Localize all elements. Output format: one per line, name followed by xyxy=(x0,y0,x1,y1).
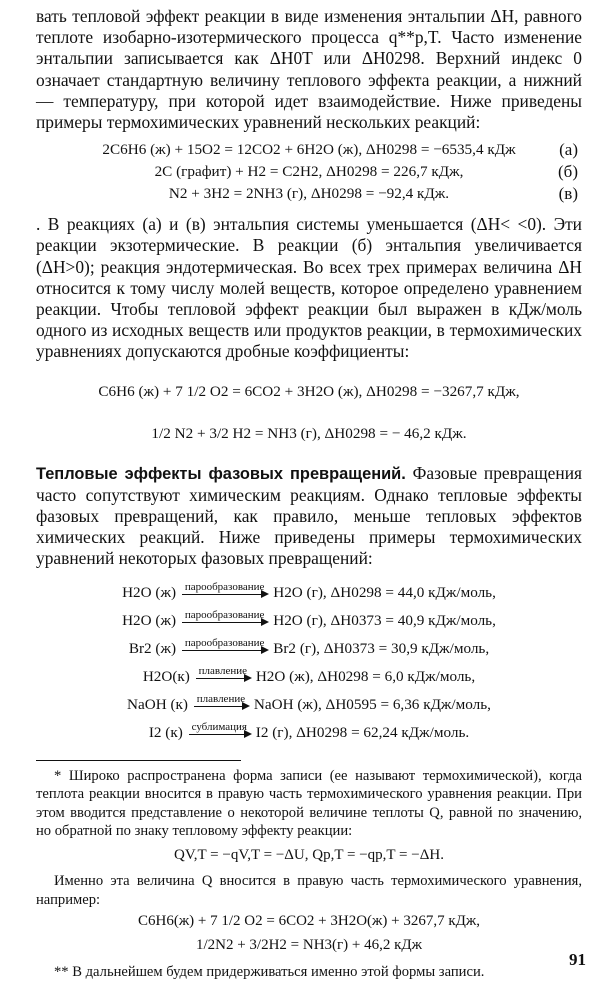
equation-b-text: 2C (графит) + H2 = C2H2, ΔH0298 = 226,7 кДж, xyxy=(154,163,464,181)
equation-b xyxy=(36,162,582,184)
arrow-label: парообразование xyxy=(184,581,265,594)
fractional-equation-ammonia-text: 1/2 N2 + 3/2 H2 = NH3 (г), ΔH0298 = − 46,2 кДж. xyxy=(151,424,467,442)
phase-right: Br2 (г), ΔH0373 = 30,9 кДж/моль, xyxy=(273,639,490,657)
footnote-2 xyxy=(36,872,582,909)
reaction-arrow-icon xyxy=(182,582,268,604)
fractional-equation-ammonia xyxy=(36,413,582,455)
footnote-2-text: Именно эта величина Q вносится в правую часть термохимического уравнения, например: xyxy=(36,873,582,908)
enthalpy-text: . В реакциях (а) и (в) энтальпия системы уменьшается (ΔH< <0). Эти реакции экзотермические. В реакции (б) энтальпия увеличивается (ΔH>0); реакция эндотермическая. Во всех трех примерах величина ΔH относится к тому числу молей веществ, которое определено уравнением реакции. Чтобы тепловой эффект реакции был выражен в кДж/моль одного из исходных веществ или продуктов реакции, в термохимических уравнениях допускаются дробные коэффициенты: xyxy=(36,214,582,362)
footnote-equation-text: QV,T = −qV,T = −ΔU, Qp,T = −qp,T = −ΔH. xyxy=(174,847,444,864)
phase-equation xyxy=(36,578,582,606)
intro-paragraph xyxy=(36,6,582,133)
equation-v-text: N2 + 3H2 = 2NH3 (г), ΔH0298 = −92,4 кДж. xyxy=(168,185,450,203)
equation-b-tag: (б) xyxy=(558,162,578,182)
equation-a xyxy=(36,140,582,162)
fractional-equation-benzene xyxy=(36,371,582,413)
phase-right: H2O (ж), ΔH0298 = 6,0 кДж/моль, xyxy=(255,667,476,685)
equation-v xyxy=(36,184,582,206)
phase-right: H2O (г), ΔH0373 = 40,9 кДж/моль, xyxy=(273,611,496,629)
reaction-arrow-icon xyxy=(194,694,248,716)
reaction-arrow-icon xyxy=(189,722,250,744)
footnote-equation-benzene xyxy=(36,909,582,933)
footnote-divider xyxy=(36,760,241,761)
footnote-equation-ammonia-text: 1/2N2 + 3/2H2 = NH3(г) + 46,2 кДж xyxy=(195,937,423,954)
footnote-3 xyxy=(36,963,582,982)
phase-left: H2O (ж) xyxy=(122,611,177,629)
fractional-equations xyxy=(36,371,582,455)
arrow-label: парообразование xyxy=(184,637,265,650)
equation-v-tag: (в) xyxy=(558,184,578,204)
phase-equation xyxy=(36,718,582,746)
phase-left: I2 (к) xyxy=(148,723,183,741)
phase-text: Фазовые превращения часто сопутствуют химическим реакциям. Однако тепловые эффекты фазовых превращений, как правило, меньше тепловых эффектов химических реакций. Ниже приведены примеры термохимических уравнений некоторых фазовых превращений: xyxy=(36,462,582,569)
phase-left: Br2 (ж) xyxy=(128,639,177,657)
reaction-arrow-icon xyxy=(196,666,250,688)
footnote-equation-ammonia xyxy=(36,933,582,957)
footnote-1 xyxy=(36,767,582,841)
phase-paragraph xyxy=(36,463,582,570)
footnote-equation-benzene-text: C6H6(ж) + 7 1/2 O2 = 6CO2 + 3H2O(ж) + 3267,7 кДж, xyxy=(137,913,481,930)
phase-right: I2 (г), ΔH0298 = 62,24 кДж/моль. xyxy=(255,723,470,741)
equation-a-text: 2C6H6 (ж) + 15O2 = 12CO2 + 6H2O (ж), ΔH0298 = −6535,4 кДж xyxy=(102,141,516,159)
reaction-arrow-icon xyxy=(182,610,268,632)
enthalpy-paragraph xyxy=(36,214,582,362)
page-number: 91 xyxy=(569,950,586,969)
phase-equation xyxy=(36,690,582,718)
phase-equations xyxy=(36,578,582,746)
arrow-label: плавление xyxy=(198,665,248,678)
reaction-equations xyxy=(36,140,582,206)
phase-left: NaOH (к) xyxy=(127,695,188,713)
section-heading: Тепловые эффекты фазовых превращений. xyxy=(36,464,406,483)
phase-left: H2O (ж) xyxy=(122,583,177,601)
footnote-1-text: * Широко распространена форма записи (ее называют термохимической), когда теплота реакции вносится в правую часть термохимического уравнения реакции. При этом вводится представление о некоторой величине теплоты Q, равной по значению, но обратной по знаку тепловому эффекту реакции: xyxy=(36,767,582,840)
footnote-equation xyxy=(36,844,582,866)
phase-right: NaOH (ж), ΔH0595 = 6,36 кДж/моль, xyxy=(253,695,491,713)
intro-text: вать тепловой эффект реакции в виде изменения энтальпии ΔH, равного теплоте изобарно-изотермического процесса q**p,T. Часто изменение энтальпии записывается как ΔH0T или ΔH0298. Верхний индекс 0 означает стандартную величину теплового эффекта реакции, а нижний — температуру, при которой идет взаимодействие. Ниже приведены примеры термохимических уравнений нескольких реакций: xyxy=(36,6,582,133)
phase-equation xyxy=(36,634,582,662)
arrow-label: плавление xyxy=(196,693,246,706)
arrow-label: парообразование xyxy=(184,609,265,622)
arrow-label: сублимация xyxy=(191,721,247,734)
phase-right: H2O (г), ΔH0298 = 44,0 кДж/моль, xyxy=(273,583,496,601)
phase-equation xyxy=(36,662,582,690)
reaction-arrow-icon xyxy=(182,638,268,660)
equation-a-tag: (a) xyxy=(559,140,578,160)
phase-equation xyxy=(36,606,582,634)
phase-left: H2O(к) xyxy=(142,667,190,685)
fractional-equation-benzene-text: C6H6 (ж) + 7 1/2 O2 = 6CO2 + 3H2O (ж), ΔH0298 = −3267,7 кДж, xyxy=(98,382,520,400)
footnote-3-text: ** В дальнейшем будем придерживаться именно этой формы записи. xyxy=(54,964,485,981)
